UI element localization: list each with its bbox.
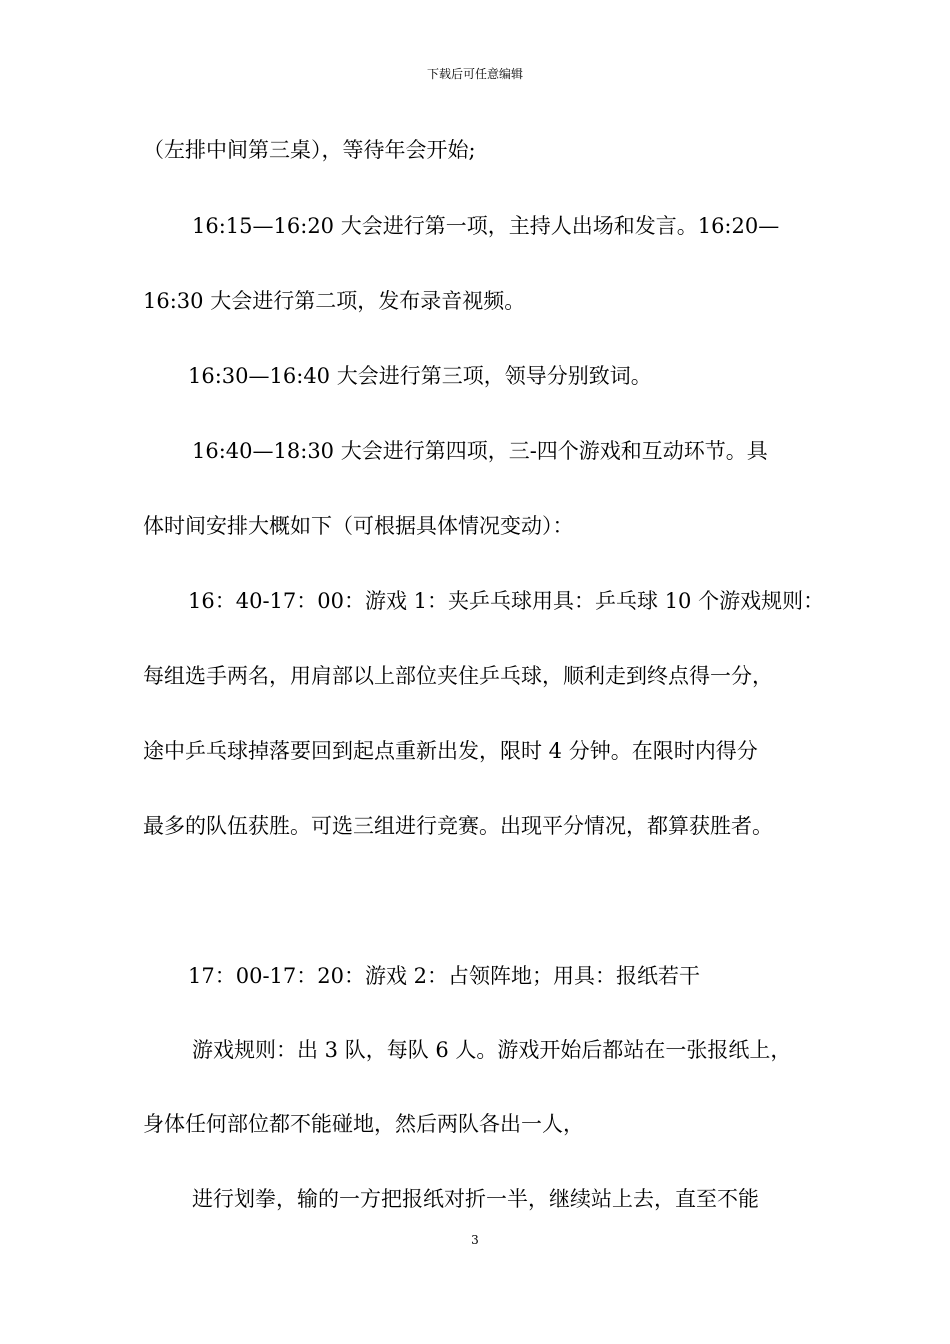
text-line: 16:40—18:30 大会进行第四项，三-四个游戏和互动环节。具 (192, 439, 768, 463)
text-line: （左排中间第三桌），等待年会开始; (143, 138, 476, 162)
page-header: 下载后可任意编辑 (426, 67, 523, 81)
text-line: 进行划拳，输的一方把报纸对折一半，继续站上去，直至不能 (192, 1187, 759, 1211)
text-line: 体时间安排大概如下（可根据具体情况变动）： (143, 514, 574, 538)
text-line: 16:30—16:40 大会进行第三项，领导分别致词。 (188, 364, 652, 388)
text-line: 途中乒乓球掉落要回到起点重新出发，限时 4 分钟。在限时内得分 (143, 739, 758, 763)
text-line: 16:30 大会进行第二项，发布录音视频。 (143, 289, 526, 313)
page-number: 3 (471, 1233, 479, 1247)
text-line: 16：40-17：00：游戏 1：夹乒乓球用具：乒乓球 10 个游戏规则： (188, 589, 825, 613)
text-line: 每组选手两名，用肩部以上部位夹住乒乓球，顺利走到终点得一分， (143, 664, 773, 688)
text-line: 16:15—16:20 大会进行第一项，主持人出场和发言。16:20— (192, 214, 780, 238)
text-line: 最多的队伍获胜。可选三组进行竞赛。出现平分情况，都算获胜者。 (143, 814, 773, 838)
text-line: 17：00-17：20：游戏 2：占领阵地；用具：报纸若干 (188, 964, 701, 988)
text-line: 身体任何部位都不能碰地，然后两队各出一人， (143, 1112, 584, 1136)
text-line: 游戏规则：出 3 队，每队 6 人。游戏开始后都站在一张报纸上， (192, 1038, 792, 1062)
